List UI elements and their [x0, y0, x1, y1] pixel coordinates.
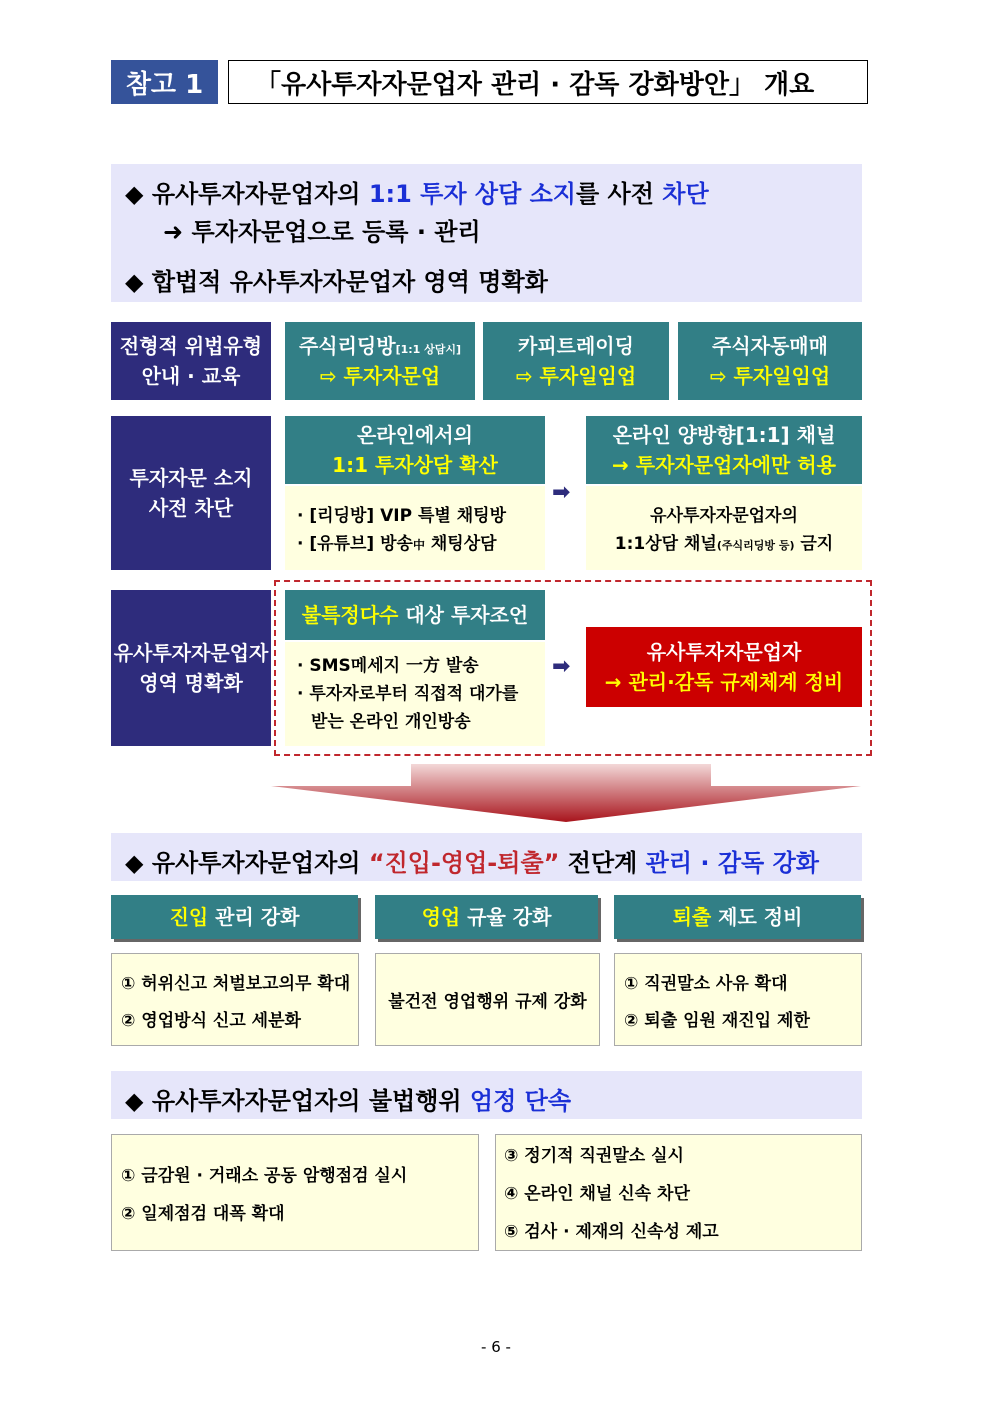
row2-body1-line2-pre: · [유튜브] 방송	[297, 534, 413, 554]
row1-card3-line2: ⇨ 투자일임업	[709, 364, 831, 388]
row2-head1-line1: 온라인에서의	[357, 423, 473, 447]
row3-left-line2: 영역 명확화	[139, 671, 243, 695]
col-business-head-highlight: 영업	[421, 905, 461, 929]
reference-tag	[111, 60, 218, 104]
row3-red-line1: 유사투자자문업자	[646, 640, 802, 664]
intro-sub-bullet: ➜ 투자자문업으로 등록 · 관리	[163, 218, 481, 246]
row3-left-line1: 유사투자자문업자	[113, 641, 269, 665]
row3-body-line1: · SMS메세지 一方 발송	[297, 656, 479, 676]
col-exit-head	[614, 895, 861, 939]
stage-heading-highlight: 관리 · 감독 강화	[645, 849, 819, 877]
row2-body1-line1: · [리딩방] VIP 특별 채팅방	[297, 506, 506, 526]
col-business-body	[375, 953, 600, 1046]
row2-left-line2: 사전 차단	[148, 496, 234, 520]
row1-left-line1: 전형적 위법유형	[119, 334, 263, 358]
enforce-right-box	[495, 1134, 862, 1251]
intro-panel	[111, 164, 862, 302]
stage-heading-pre: ◆ 유사투자자문업자의	[125, 849, 369, 877]
stage-heading	[125, 843, 819, 878]
col-exit-head-rest: 제도 정비	[711, 905, 803, 929]
col-entry-head-highlight: 진입	[169, 905, 209, 929]
row2-left-label	[111, 416, 271, 570]
intro-bullet-1	[125, 174, 709, 209]
enforce-right-item-3: ⑤ 검사 · 제재의 신속성 제고	[504, 1222, 719, 1242]
row1-card-copy-trading	[483, 322, 669, 400]
col-entry-head	[111, 895, 358, 939]
page-number: - 6 -	[481, 1338, 511, 1356]
intro-bullet-1-pre: ◆ 유사투자자문업자의	[125, 180, 369, 208]
row2-body1-line2-small: 中	[412, 538, 425, 552]
stage-heading-mid: 전단계	[559, 849, 646, 877]
intro-bullet-2: ◆ 합법적 유사투자자문업자 영역 명확화	[125, 268, 548, 296]
enforce-left-box	[111, 1134, 479, 1251]
page-title	[228, 60, 868, 104]
row2-head-online	[285, 416, 545, 484]
row3-body-line3: 받는 온라인 개인방송	[311, 712, 471, 732]
col-business-head-rest: 규율 강화	[460, 905, 552, 929]
row2-head-channel	[586, 416, 862, 484]
row2-arrow-icon: ➡	[552, 480, 571, 505]
row3-body-line2: · 투자자로부터 직접적 대가를	[297, 684, 519, 704]
row2-body-channel	[586, 486, 862, 570]
col-exit-head-highlight: 퇴출	[672, 905, 712, 929]
enforce-right-item-1: ③ 정기적 직권말소 실시	[504, 1146, 684, 1166]
enforce-right-item-2: ④ 온라인 채널 신속 차단	[504, 1184, 690, 1204]
col-entry-item-1: ① 허위신고 처벌보고의무 확대	[121, 974, 351, 994]
stage-heading-quote: “진입-영업-퇴출”	[368, 849, 560, 877]
row2-body-online	[285, 486, 545, 570]
row1-card3-line1: 주식자동매매	[712, 334, 828, 358]
intro-bullet-1-highlight: 1:1 투자 상담 소지	[368, 180, 576, 208]
down-arrow-icon	[271, 764, 861, 822]
enforce-heading-panel	[111, 1071, 862, 1119]
row1-card-auto-trading	[678, 322, 862, 400]
row3-left-label	[111, 590, 271, 746]
col-entry-body	[111, 953, 359, 1046]
row3-head-unspecified	[285, 590, 545, 640]
row2-head2-line1: 온라인 양방향[1:1] 채널	[612, 423, 836, 447]
row2-head2-line2: → 투자자문업자에만 허용	[612, 453, 836, 477]
col-exit-body	[614, 953, 862, 1046]
col-exit-item-2: ② 퇴출 임원 재진입 제한	[624, 1011, 810, 1031]
row1-card1-line2: ⇨ 투자자문업	[319, 364, 441, 388]
row2-body2-line2-pre: 1:1상담 채널	[614, 534, 717, 554]
row1-card1-small: [1:1 상담시]	[395, 343, 462, 356]
page-title-text: 「유사투자자문업자 관리 · 감독 강화방안」 개요	[255, 69, 815, 100]
row3-head-rest: 대상 투자조언	[398, 603, 529, 627]
enforce-heading-highlight: 엄정 단속	[469, 1087, 572, 1115]
enforce-left-item-2: ② 일제점검 대폭 확대	[121, 1204, 285, 1224]
col-business-head	[375, 895, 598, 939]
row1-card2-line2: ⇨ 투자일임업	[515, 364, 637, 388]
row1-left-label	[111, 322, 271, 400]
row3-regulation-box	[586, 627, 862, 707]
col-exit-item-1: ① 직권말소 사유 확대	[624, 974, 788, 994]
row1-card-reading-room	[285, 322, 475, 400]
intro-bullet-1-highlight-2: 차단	[662, 180, 709, 208]
reference-tag-label: 참고 1	[125, 69, 204, 100]
stage-heading-panel	[111, 833, 862, 881]
row2-body2-line2-small: (주식리딩방 등)	[716, 539, 795, 552]
enforce-left-item-1: ① 금감원 · 거래소 공동 암행점검 실시	[121, 1166, 408, 1186]
row2-left-line1: 투자자문 소지	[129, 466, 253, 490]
col-business-item-1: 불건전 영업행위 규제 강화	[388, 992, 587, 1012]
row2-body2-line1: 유사투자자문업자의	[650, 506, 798, 526]
row1-left-line2: 안내 · 교육	[141, 364, 241, 388]
row2-body2-line2-post: 금지	[794, 534, 834, 554]
row3-arrow-icon: ➡	[552, 654, 571, 679]
enforce-heading	[125, 1081, 571, 1116]
row1-card1-line1: 주식리딩방	[298, 334, 396, 358]
row1-card2-line1: 카피트레이딩	[518, 334, 634, 358]
col-entry-head-rest: 관리 강화	[208, 905, 300, 929]
row3-body-unspecified	[285, 642, 545, 746]
row2-body1-line2-post: 채팅상담	[424, 534, 497, 554]
row3-red-line2: → 관리·감독 규제체계 정비	[604, 670, 844, 694]
enforce-heading-pre: ◆ 유사투자자문업자의 불법행위	[125, 1087, 470, 1115]
intro-bullet-1-mid: 를 사전	[576, 180, 663, 208]
row3-head-highlight: 불특정다수	[301, 603, 399, 627]
col-entry-item-2: ② 영업방식 신고 세분화	[121, 1011, 301, 1031]
row2-head1-line2: 1:1 투자상담 확산	[332, 453, 498, 477]
